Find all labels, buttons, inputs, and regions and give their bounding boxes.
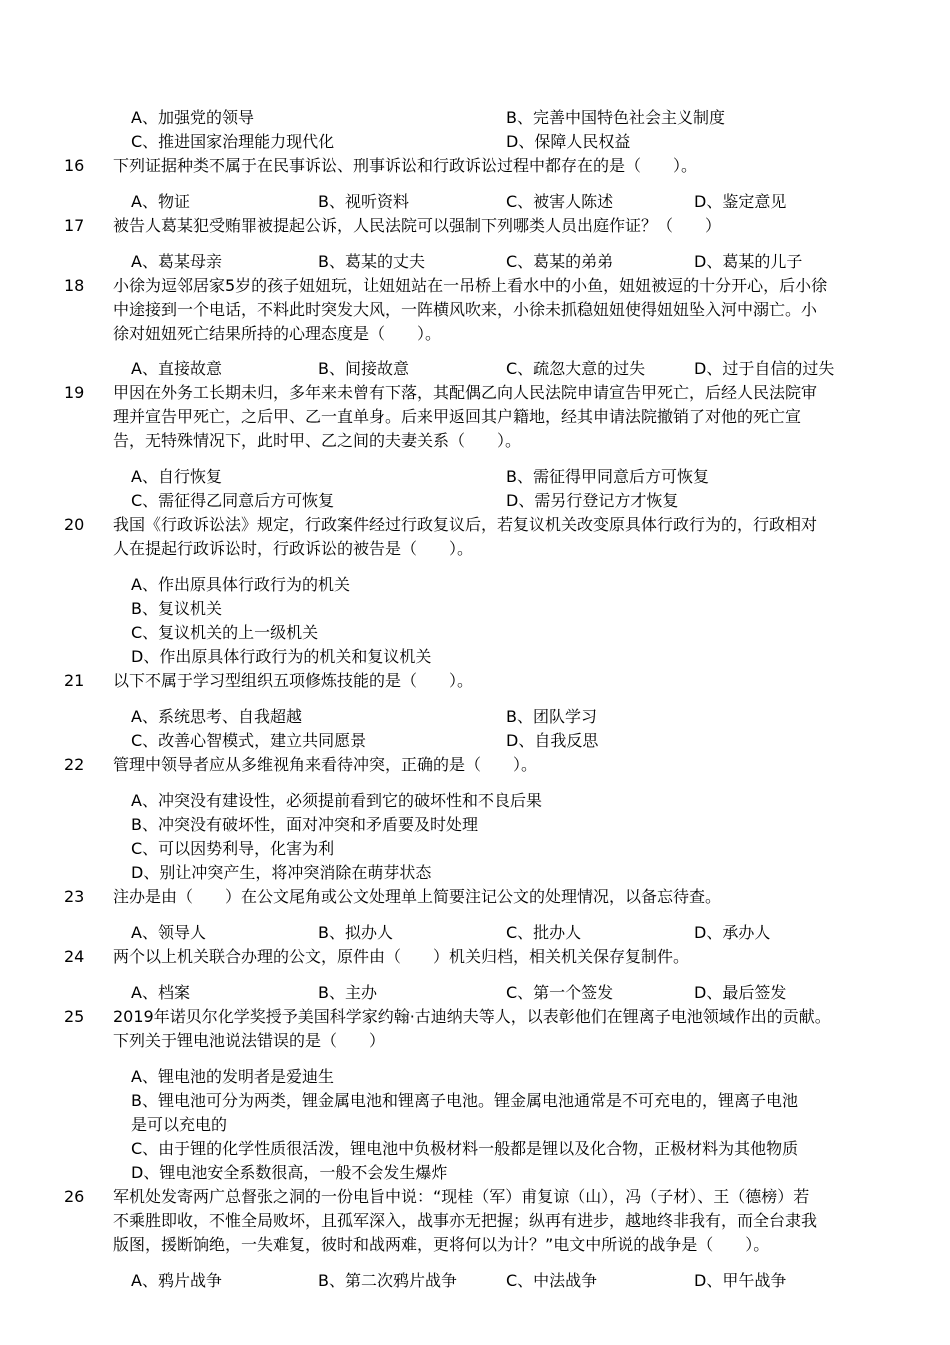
question-number: 25 bbox=[64, 1007, 85, 1026]
option-c[interactable]: C、中法战争 bbox=[506, 1271, 598, 1290]
question-text: 下列关于锂电池说法错误的是（ ） bbox=[113, 1031, 386, 1050]
option-d[interactable]: D、过于自信的过失 bbox=[694, 359, 835, 378]
question-number: 16 bbox=[64, 156, 85, 175]
option-b[interactable]: B、团队学习 bbox=[506, 707, 597, 726]
question-text: 两个以上机关联合办理的公文，原件由（ ）机关归档，相关机关保存复制件。 bbox=[113, 947, 690, 966]
question-text: 人在提起行政诉讼时，行政诉讼的被告是（ ）。 bbox=[113, 539, 474, 558]
question-text: 下列证据种类不属于在民事诉讼、刑事诉讼和行政诉讼过程中都存在的是（ ）。 bbox=[113, 156, 698, 175]
question-text: 版图，援断饷绝，一失难复，彼时和战两难，更将何以为计？”电文中所说的战争是（ ）。 bbox=[113, 1235, 770, 1254]
question-text: 告，无特殊情况下，此时甲、乙之间的夫妻关系（ ）。 bbox=[113, 431, 522, 450]
option-c[interactable]: C、疏忽大意的过失 bbox=[506, 359, 646, 378]
option-d[interactable]: D、锂电池安全系数很高，一般不会发生爆炸 bbox=[131, 1163, 448, 1182]
question-text: 小徐为逗邻居家5岁的孩子妞妞玩，让妞妞站在一吊桥上看水中的小鱼，妞妞被逗的十分开心，后小徐 bbox=[113, 276, 828, 295]
option-b[interactable]: B、完善中国特色社会主义制度 bbox=[506, 108, 725, 127]
question-number: 26 bbox=[64, 1187, 85, 1206]
option-a[interactable]: A、葛某母亲 bbox=[131, 252, 222, 271]
option-a[interactable]: A、直接故意 bbox=[131, 359, 222, 378]
option-d[interactable]: D、甲午战争 bbox=[694, 1271, 787, 1290]
option-a[interactable]: A、作出原具体行政行为的机关 bbox=[131, 575, 350, 594]
option-a[interactable]: A、加强党的领导 bbox=[131, 108, 254, 127]
option-d[interactable]: D、需另行登记方才恢复 bbox=[506, 491, 679, 510]
option-c[interactable]: C、需征得乙同意后方可恢复 bbox=[131, 491, 335, 510]
option-c[interactable]: C、葛某的弟弟 bbox=[506, 252, 614, 271]
option-d[interactable]: D、葛某的儿子 bbox=[694, 252, 803, 271]
question-text: 甲因在外务工长期未归，多年来未曾有下落，其配偶乙向人民法院申请宣告甲死亡，后经人民法院审 bbox=[113, 383, 818, 402]
question-number: 17 bbox=[64, 216, 85, 235]
option-d[interactable]: D、承办人 bbox=[694, 923, 771, 942]
option-b[interactable]: B、间接故意 bbox=[318, 359, 409, 378]
option-c[interactable]: C、第一个签发 bbox=[506, 983, 614, 1002]
option-c[interactable]: C、被害人陈述 bbox=[506, 192, 614, 211]
question-text: 管理中领导者应从多维视角来看待冲突，正确的是（ ）。 bbox=[113, 755, 538, 774]
option-c[interactable]: C、由于锂的化学性质很活泼，锂电池中负极材料一般都是锂以及化合物，正极材料为其他物质 bbox=[131, 1139, 799, 1158]
option-b[interactable]: B、拟办人 bbox=[318, 923, 393, 942]
option-c[interactable]: C、批办人 bbox=[506, 923, 582, 942]
question-text: 2019年诺贝尔化学奖授予美国科学家约翰·古迪纳夫等人，以表彰他们在锂离子电池领域作出的贡献。 bbox=[113, 1007, 831, 1026]
option-c[interactable]: C、推进国家治理能力现代化 bbox=[131, 132, 335, 151]
question-text: 中途接到一个电话，不料此时突发大风，一阵横风吹来，小徐未抓稳妞妞使得妞妞坠入河中溺亡。小 bbox=[113, 300, 818, 319]
option-a[interactable]: A、锂电池的发明者是爱迪生 bbox=[131, 1067, 334, 1086]
option-b-continued[interactable]: 是可以充电的 bbox=[131, 1115, 228, 1134]
question-text: 徐对妞妞死亡结果所持的心理态度是（ ）。 bbox=[113, 324, 442, 343]
question-number: 22 bbox=[64, 755, 85, 774]
question-number: 24 bbox=[64, 947, 85, 966]
option-b[interactable]: B、冲突没有破坏性，面对冲突和矛盾要及时处理 bbox=[131, 815, 478, 834]
option-b[interactable]: B、需征得甲同意后方可恢复 bbox=[506, 467, 709, 486]
question-text: 理并宣告甲死亡，之后甲、乙一直单身。后来甲返回其户籍地，经其申请法院撤销了对他的死亡宣 bbox=[113, 407, 802, 426]
question-number: 19 bbox=[64, 383, 85, 402]
option-b[interactable]: B、锂电池可分为两类，锂金属电池和锂离子电池。锂金属电池通常是不可充电的，锂离子电池 bbox=[131, 1091, 798, 1110]
question-text: 被告人葛某犯受贿罪被提起公诉，人民法院可以强制下列哪类人员出庭作证？（ ） bbox=[113, 216, 722, 235]
option-c[interactable]: C、可以因势利导，化害为利 bbox=[131, 839, 335, 858]
option-b[interactable]: B、葛某的丈夫 bbox=[318, 252, 425, 271]
option-c[interactable]: C、复议机关的上一级机关 bbox=[131, 623, 319, 642]
option-d[interactable]: D、别让冲突产生，将冲突消除在萌芽状态 bbox=[131, 863, 432, 882]
question-number: 21 bbox=[64, 671, 85, 690]
option-b[interactable]: B、视听资料 bbox=[318, 192, 409, 211]
question-number: 23 bbox=[64, 887, 85, 906]
option-a[interactable]: A、档案 bbox=[131, 983, 190, 1002]
option-d[interactable]: D、作出原具体行政行为的机关和复议机关 bbox=[131, 647, 432, 666]
question-number: 18 bbox=[64, 276, 85, 295]
option-b[interactable]: B、主办 bbox=[318, 983, 377, 1002]
option-d[interactable]: D、鉴定意见 bbox=[694, 192, 787, 211]
option-d[interactable]: D、自我反思 bbox=[506, 731, 599, 750]
option-b[interactable]: B、第二次鸦片战争 bbox=[318, 1271, 457, 1290]
question-text: 军机处发寄两广总督张之洞的一份电旨中说：“现桂（军）甫复谅（山），冯（子材）、王（德榜）若 bbox=[113, 1187, 810, 1206]
question-number: 20 bbox=[64, 515, 85, 534]
question-text: 我国《行政诉讼法》规定，行政案件经过行政复议后，若复议机关改变原具体行政行为的，行政相对 bbox=[113, 515, 818, 534]
question-text: 以下不属于学习型组织五项修炼技能的是（ ）。 bbox=[113, 671, 474, 690]
question-text: 不乘胜即收，不惟全局败坏，且孤军深入，战事亦无把握；纵再有进步，越地终非我有，而全台隶我 bbox=[113, 1211, 818, 1230]
option-a[interactable]: A、领导人 bbox=[131, 923, 206, 942]
option-c[interactable]: C、改善心智模式，建立共同愿景 bbox=[131, 731, 367, 750]
option-a[interactable]: A、自行恢复 bbox=[131, 467, 222, 486]
question-text: 注办是由（ ）在公文尾角或公文处理单上简要注记公文的处理情况，以备忘待查。 bbox=[113, 887, 722, 906]
option-a[interactable]: A、物证 bbox=[131, 192, 190, 211]
option-a[interactable]: A、鸦片战争 bbox=[131, 1271, 222, 1290]
option-d[interactable]: D、最后签发 bbox=[694, 983, 787, 1002]
option-d[interactable]: D、保障人民权益 bbox=[506, 132, 631, 151]
option-b[interactable]: B、复议机关 bbox=[131, 599, 222, 618]
option-a[interactable]: A、冲突没有建设性，必须提前看到它的破坏性和不良后果 bbox=[131, 791, 542, 810]
option-a[interactable]: A、系统思考、自我超越 bbox=[131, 707, 302, 726]
